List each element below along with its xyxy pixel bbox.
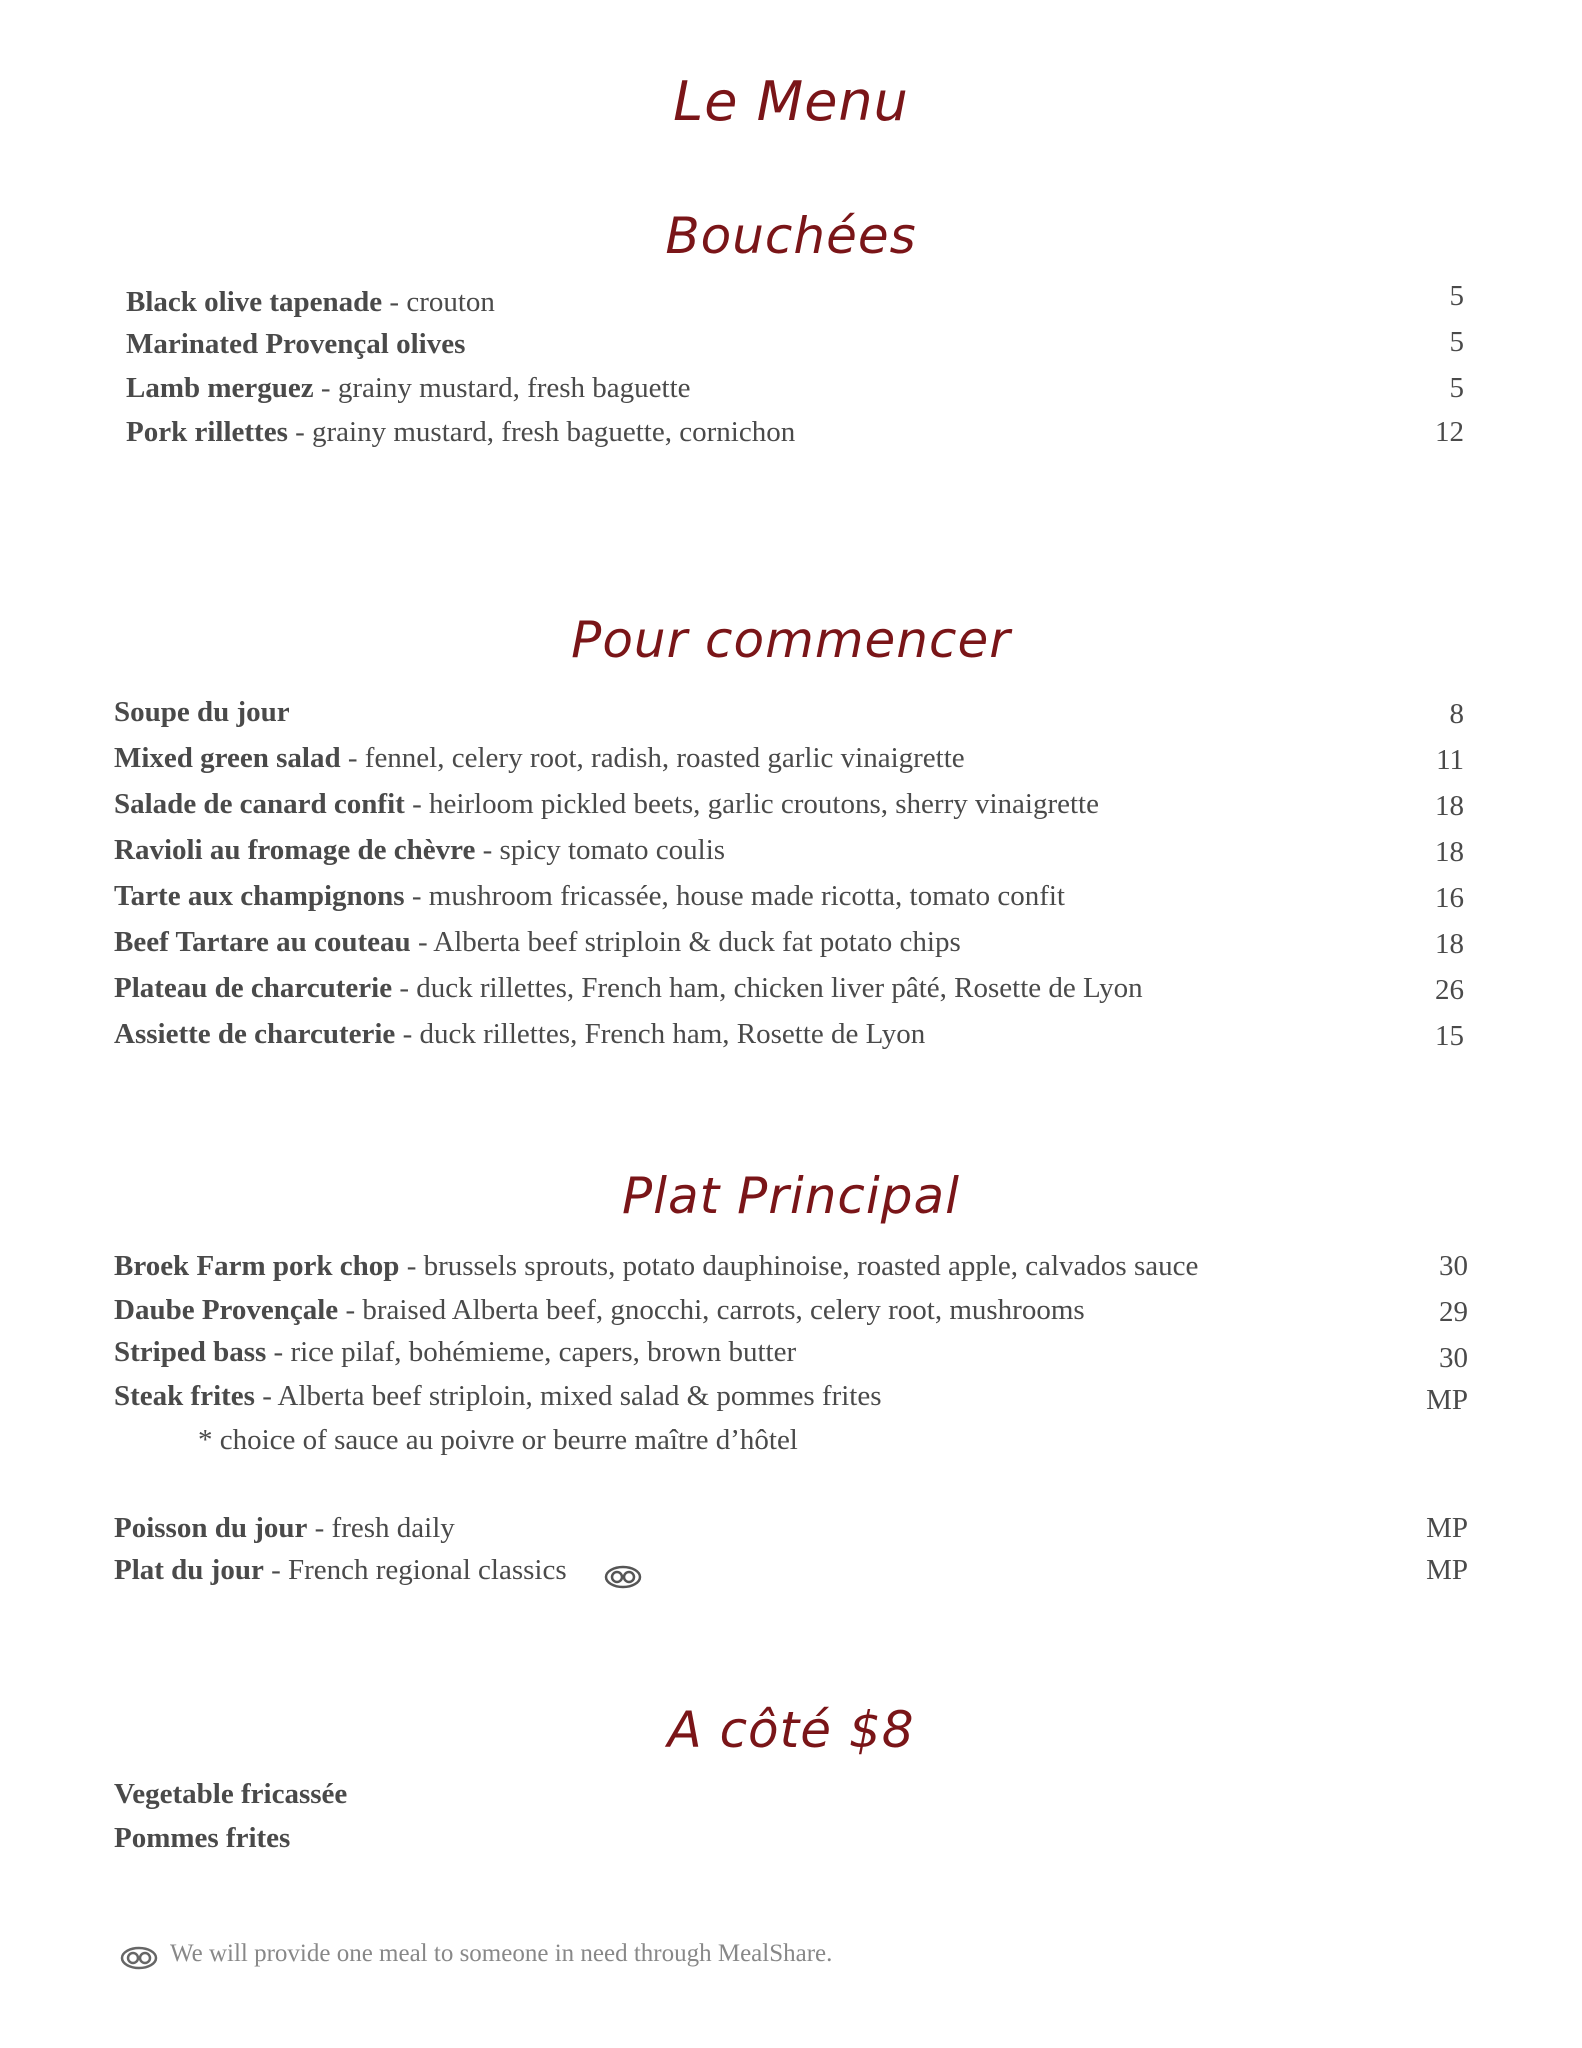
menu-item	[114, 1818, 290, 1858]
menu-item	[114, 692, 290, 732]
menu-item	[126, 282, 495, 322]
menu-item	[114, 738, 965, 778]
menu-item	[114, 968, 1143, 1008]
item-description: - duck rillettes, French ham, Rosette de Lyon	[395, 1018, 926, 1050]
menu-item	[114, 1014, 925, 1054]
item-price: 18	[1435, 836, 1464, 868]
item-price: 5	[1449, 372, 1464, 404]
item-price: 5	[1449, 326, 1464, 358]
item-description: - grainy mustard, fresh baguette	[313, 372, 691, 404]
item-description: - mushroom fricassée, house made ricotta, tomato confit	[404, 880, 1065, 912]
item-description: - duck rillettes, French ham, chicken liver pâté, Rosette de Lyon	[392, 972, 1143, 1004]
item-description: - Alberta beef striploin, mixed salad & pommes frites	[254, 1380, 882, 1412]
item-name: Vegetable fricassée	[114, 1778, 348, 1810]
item-description: - crouton	[382, 286, 495, 318]
mealshare-icon	[604, 1560, 642, 1584]
section-heading-plat-principal: Plat Principal	[621, 1167, 961, 1225]
page-title: Le Menu	[673, 70, 909, 133]
menu-item	[114, 1246, 1198, 1286]
item-name: Pork rillettes	[126, 416, 288, 448]
item-description: - grainy mustard, fresh baguette, cornichon	[287, 416, 796, 448]
item-name: Lamb merguez	[126, 372, 314, 404]
item-name: Broek Farm pork chop	[114, 1250, 400, 1282]
item-description: - rice pilaf, bohémieme, capers, brown butter	[266, 1336, 797, 1368]
menu-item	[114, 1508, 455, 1548]
item-price: MP	[1426, 1384, 1468, 1416]
mealshare-footer	[120, 1934, 832, 1974]
menu-item	[114, 1290, 1085, 1330]
footer-text: We will provide one meal to someone in need through MealShare.	[170, 1940, 833, 1967]
item-description: - fennel, celery root, radish, roasted garlic vinaigrette	[340, 742, 965, 774]
menu-item	[114, 1550, 642, 1590]
menu-item	[114, 784, 1099, 824]
menu-item	[114, 830, 725, 870]
item-name: Pommes frites	[114, 1822, 291, 1854]
item-price: MP	[1426, 1512, 1468, 1544]
item-description: - Alberta beef striploin & duck fat potato chips	[410, 926, 961, 958]
item-price: 8	[1449, 698, 1464, 730]
menu-item	[114, 876, 1065, 916]
sauce-note: * choice of sauce au poivre or beurre maître d’hôtel	[198, 1424, 798, 1456]
item-description: - spicy tomato coulis	[475, 834, 726, 866]
section-heading-bouchees: Bouchées	[665, 207, 917, 265]
item-description: - fresh daily	[307, 1512, 455, 1544]
item-name: Tarte aux champignons	[114, 880, 405, 912]
item-description: - brussels sprouts, potato dauphinoise, roasted apple, calvados sauce	[399, 1250, 1199, 1282]
item-name: Ravioli au fromage de chèvre	[114, 834, 476, 866]
item-name: Marinated Provençal olives	[126, 328, 466, 360]
item-price: 16	[1435, 882, 1464, 914]
menu-item	[114, 1376, 882, 1416]
section-heading-pour-commencer: Pour commencer	[571, 611, 1011, 669]
menu-item	[126, 324, 465, 364]
item-name: Steak frites	[114, 1380, 255, 1412]
menu-item	[126, 368, 691, 408]
item-price: 18	[1435, 928, 1464, 960]
item-price: 18	[1435, 790, 1464, 822]
item-description: - braised Alberta beef, gnocchi, carrots, celery root, mushrooms	[338, 1294, 1085, 1326]
item-description: - heirloom pickled beets, garlic croutons, sherry vinaigrette	[404, 788, 1099, 820]
item-price: MP	[1426, 1554, 1468, 1586]
item-name: Assiette de charcuterie	[114, 1018, 396, 1050]
item-name: Poisson du jour	[114, 1512, 308, 1544]
item-description: - French regional classics	[263, 1554, 567, 1586]
menu-item	[114, 922, 961, 962]
item-name: Mixed green salad	[114, 742, 341, 774]
item-price: 12	[1435, 416, 1464, 448]
item-name: Plat du jour	[114, 1554, 264, 1586]
mealshare-icon	[120, 1943, 158, 1967]
item-price: 26	[1435, 974, 1464, 1006]
item-name: Plateau de charcuterie	[114, 972, 393, 1004]
item-price: 30	[1439, 1250, 1468, 1282]
section-heading-a-cote: A côté $8	[667, 1701, 915, 1759]
item-price: 11	[1436, 744, 1464, 776]
menu-item	[114, 1774, 347, 1814]
item-name: Beef Tartare au couteau	[114, 926, 411, 958]
item-name: Striped bass	[114, 1336, 267, 1368]
item-name: Daube Provençale	[114, 1294, 339, 1326]
item-name: Salade de canard confit	[114, 788, 405, 820]
item-price: 5	[1449, 280, 1464, 312]
menu-item	[114, 1332, 796, 1372]
item-name: Black olive tapenade	[126, 286, 383, 318]
item-name: Soupe du jour	[114, 696, 290, 728]
item-price: 15	[1435, 1020, 1464, 1052]
item-price: 29	[1439, 1296, 1468, 1328]
item-price: 30	[1439, 1342, 1468, 1374]
menu-item	[126, 412, 795, 452]
